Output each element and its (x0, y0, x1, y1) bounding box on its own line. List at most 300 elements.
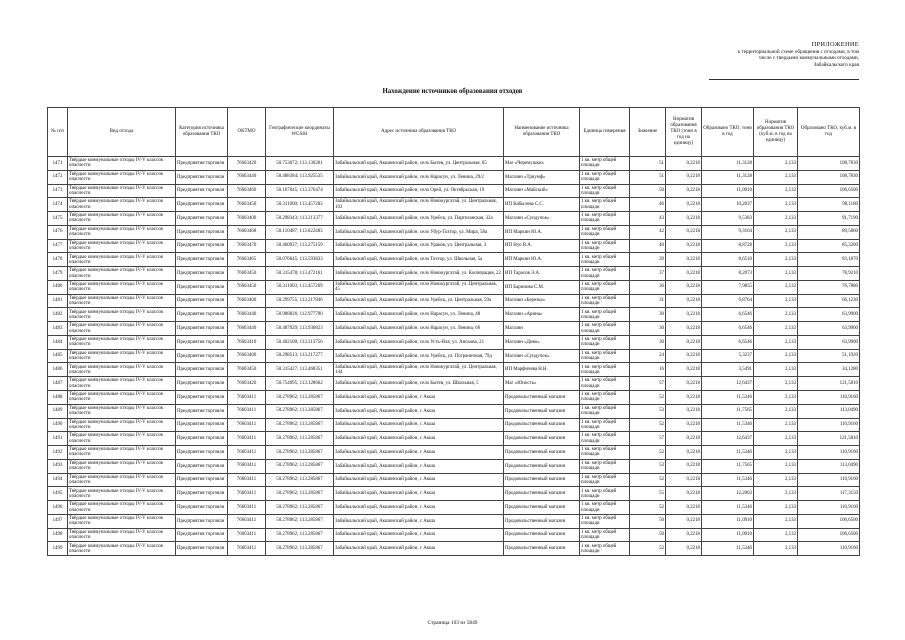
cell-waste-type: Твёрдые коммунальные отходы IV-V классов опасности (68, 528, 176, 542)
cell-generated-cubic: 63,9900 (798, 308, 860, 322)
cell-norm-cubic: 2,133 (754, 418, 798, 432)
cell-norm-tons: 0,2218 (666, 514, 702, 528)
cell-generated-cubic: 110,9160 (798, 418, 860, 432)
cell-generated-tons: 11,5346 (702, 418, 754, 432)
cell-unit: 1 кв. метр общей площади (580, 322, 630, 336)
cell-source-name: Продовольственный магазин (504, 501, 580, 515)
cell-row-number: 1474 (48, 198, 68, 212)
column-header-source-category: Категория источника образования ТКО (176, 108, 228, 157)
table-row (48, 267, 860, 281)
waste-sources-table (47, 107, 860, 556)
cell-generated-cubic: 91,7190 (798, 212, 860, 226)
cell-source-name: Продовольственный магазин (504, 514, 580, 528)
table-row (48, 487, 860, 501)
cell-generated-cubic: 121,5810 (798, 432, 860, 446)
cell-source-name: Магазин «Сундучок» (504, 212, 580, 226)
cell-source-category: Предприятия торговли (176, 459, 228, 473)
table-row (48, 501, 860, 515)
cell-oktmo: 76603411 (228, 487, 266, 501)
cell-address: Забайкальский край, Акшинский район, село Нарасун, ул. Ленина, 29/2 (334, 170, 504, 184)
cell-norm-tons: 0,2218 (666, 308, 702, 322)
cell-norm-tons: 0,2218 (666, 198, 702, 212)
cell-norm-tons: 0,2218 (666, 446, 702, 460)
cell-coordinates: 50.311003; 113.457269 (266, 280, 334, 294)
cell-source-name: Магазин (504, 322, 580, 336)
cell-address: Забайкальский край, Акшинский район, с Акша (334, 542, 504, 556)
cell-unit: 1 кв. метр общей площади (580, 157, 630, 171)
cell-coordinates: 50.402100; 113.313756 (266, 335, 334, 349)
cell-waste-type: Твёрдые коммунальные отходы IV-V классов опасности (68, 432, 176, 446)
cell-generated-tons: 11,5346 (702, 391, 754, 405)
cell-value: 46 (630, 198, 666, 212)
cell-unit: 1 кв. метр общей площади (580, 308, 630, 322)
cell-generated-cubic: 63,9900 (798, 322, 860, 336)
cell-generated-tons: 11,0910 (702, 528, 754, 542)
table-row (48, 542, 860, 556)
cell-source-category: Предприятия торговли (176, 170, 228, 184)
cell-address: Забайкальский край, Акшинский район, с Акша (334, 501, 504, 515)
cell-waste-type: Твёрдые коммунальные отходы IV-V классов опасности (68, 225, 176, 239)
cell-unit: 1 кв. метр общей площади (580, 473, 630, 487)
cell-coordinates: 50.110487; 113.622483 (266, 225, 334, 239)
document-title: Нахождение источников образования отходов (382, 88, 523, 95)
table-body (48, 157, 860, 556)
cell-unit: 1 кв. метр общей площади (580, 253, 630, 267)
cell-norm-tons: 0,2218 (666, 391, 702, 405)
cell-source-category: Предприятия торговли (176, 212, 228, 226)
cell-norm-cubic: 2,133 (754, 391, 798, 405)
cell-norm-tons: 0,2218 (666, 418, 702, 432)
cell-source-category: Предприятия торговли (176, 542, 228, 556)
cell-row-number: 1473 (48, 184, 68, 198)
column-header-value: Значение (630, 108, 666, 157)
cell-oktmo: 76603440 (228, 170, 266, 184)
cell-source-name: ИП Марфичева Н.Н. (504, 363, 580, 377)
cell-address: Забайкальский край, Акшинский район, село Новокургатай, ул. Центральная, 45 (334, 280, 504, 294)
cell-row-number: 1480 (48, 280, 68, 294)
cell-value: 40 (630, 239, 666, 253)
cell-generated-cubic: 110,9160 (798, 446, 860, 460)
cell-waste-type: Твёрдые коммунальные отходы IV-V классов опасности (68, 198, 176, 212)
cell-coordinates: 50.278962; 113.285867 (266, 514, 334, 528)
cell-source-category: Предприятия торговли (176, 432, 228, 446)
cell-generated-cubic: 63,9900 (798, 335, 860, 349)
cell-waste-type: Твёрдые коммунальные отходы IV-V классов опасности (68, 335, 176, 349)
cell-norm-cubic: 2,133 (754, 446, 798, 460)
cell-norm-tons: 0,2218 (666, 294, 702, 308)
cell-source-category: Предприятия торговли (176, 267, 228, 281)
cell-address: Забайкальский край, Акшинский район, село Бытев, ул. Школьная, 5 (334, 377, 504, 391)
cell-norm-cubic: 2,133 (754, 157, 798, 171)
cell-value: 39 (630, 253, 666, 267)
cell-norm-cubic: 2,133 (754, 349, 798, 363)
cell-source-category: Предприятия торговли (176, 253, 228, 267)
cell-waste-type: Твёрдые коммунальные отходы IV-V классов опасности (68, 170, 176, 184)
cell-unit: 1 кв. метр общей площади (580, 542, 630, 556)
cell-generated-tons: 9,3164 (702, 225, 754, 239)
cell-waste-type: Твёрдые коммунальные отходы IV-V классов опасности (68, 391, 176, 405)
cell-norm-cubic: 2,133 (754, 198, 798, 212)
cell-source-category: Предприятия торговли (176, 363, 228, 377)
cell-oktmo: 76603450 (228, 198, 266, 212)
appendix-line-3: Забайкальского края (813, 61, 859, 68)
cell-oktmo: 76603420 (228, 157, 266, 171)
cell-source-category: Предприятия торговли (176, 418, 228, 432)
cell-row-number: 1488 (48, 391, 68, 405)
cell-source-category: Предприятия торговли (176, 514, 228, 528)
cell-address: Забайкальский край, Акшинский район, с Акша (334, 432, 504, 446)
cell-source-category: Предприятия торговли (176, 308, 228, 322)
column-header-source-name: Наименование источника образования ТКО (504, 108, 580, 157)
cell-source-name: Продовольственный магазин (504, 432, 580, 446)
cell-norm-cubic: 2,133 (754, 404, 798, 418)
appendix-divider (709, 79, 859, 80)
cell-address: Забайкальский край, Акшинский район, с Акша (334, 459, 504, 473)
cell-value: 52 (630, 473, 666, 487)
cell-norm-cubic: 2,133 (754, 335, 798, 349)
cell-address: Забайкальский край, Акшинский район, с Акша (334, 446, 504, 460)
cell-source-name: ИП Маркин Ю.А. (504, 253, 580, 267)
cell-generated-tons: 8,8728 (702, 239, 754, 253)
cell-generated-tons: 6,6546 (702, 322, 754, 336)
cell-generated-tons: 6,6546 (702, 308, 754, 322)
cell-norm-cubic: 2,133 (754, 528, 798, 542)
cell-row-number: 1485 (48, 349, 68, 363)
cell-waste-type: Твёрдые коммунальные отходы IV-V классов опасности (68, 459, 176, 473)
cell-generated-tons: 10,2037 (702, 198, 754, 212)
cell-norm-tons: 0,2218 (666, 377, 702, 391)
table-row (48, 280, 860, 294)
cell-source-name: Продовольственный магазин (504, 473, 580, 487)
cell-oktmo: 76603400 (228, 212, 266, 226)
cell-norm-tons: 0,2218 (666, 335, 702, 349)
cell-value: 16 (630, 363, 666, 377)
cell-unit: 1 кв. метр общей площади (580, 446, 630, 460)
cell-source-name: ИП Нуо В.А. (504, 239, 580, 253)
cell-address: Забайкальский край, Акшинский район, село Урейск, ул. Пограничная, 79д (334, 349, 504, 363)
cell-norm-tons: 0,2218 (666, 487, 702, 501)
cell-norm-tons: 0,2218 (666, 239, 702, 253)
cell-oktmo: 76603420 (228, 377, 266, 391)
cell-unit: 1 кв. метр общей площади (580, 170, 630, 184)
cell-oktmo: 76603411 (228, 432, 266, 446)
cell-unit: 1 кв. метр общей площади (580, 391, 630, 405)
cell-unit: 1 кв. метр общей площади (580, 198, 630, 212)
column-header-norm-tons: Норматив образования ТКО (тонн в год на единицу) (666, 108, 702, 157)
cell-oktmo: 76603411 (228, 528, 266, 542)
cell-generated-tons: 3,5491 (702, 363, 754, 377)
cell-unit: 1 кв. метр общей площади (580, 377, 630, 391)
cell-value: 36 (630, 280, 666, 294)
cell-row-number: 1493 (48, 459, 68, 473)
column-header-unit: Единица измерения (580, 108, 630, 157)
cell-norm-tons: 0,2218 (666, 473, 702, 487)
cell-row-number: 1479 (48, 267, 68, 281)
cell-norm-cubic: 2,133 (754, 377, 798, 391)
cell-waste-type: Твёрдые коммунальные отходы IV-V классов опасности (68, 514, 176, 528)
cell-coordinates: 50.278962; 113.285867 (266, 418, 334, 432)
table-row (48, 514, 860, 528)
cell-waste-type: Твёрдые коммунальные отходы IV-V классов опасности (68, 363, 176, 377)
cell-address: Забайкальский край, Акшинский район, село Новокургатай, ул. Центральная, 144 (334, 363, 504, 377)
cell-generated-tons: 11,3128 (702, 157, 754, 171)
table-row (48, 212, 860, 226)
cell-row-number: 1484 (48, 335, 68, 349)
column-header-generated-cubic: Образовано ТКО, куб.м. в год (798, 108, 860, 157)
cell-address: Забайкальский край, Акшинский район, село Урейск, ул. Партизанская, 32а (334, 212, 504, 226)
cell-address: Забайкальский край, Акшинский район, с Акша (334, 487, 504, 501)
cell-coordinates: 50.315478; 113.472161 (266, 267, 334, 281)
cell-generated-tons: 8,6510 (702, 253, 754, 267)
cell-oktmo: 76603400 (228, 349, 266, 363)
table-row (48, 528, 860, 542)
cell-oktmo: 76603468 (228, 225, 266, 239)
cell-generated-cubic: 108,7830 (798, 170, 860, 184)
cell-generated-tons: 8,2073 (702, 267, 754, 281)
cell-waste-type: Твёрдые коммунальные отходы IV-V классов опасности (68, 446, 176, 460)
cell-norm-tons: 0,2218 (666, 157, 702, 171)
cell-address: Забайкальский край, Акшинский район, село Урейск, ул. Центральная, 59а (334, 294, 504, 308)
cell-unit: 1 кв. метр общей площади (580, 335, 630, 349)
cell-generated-tons: 11,5346 (702, 501, 754, 515)
cell-value: 42 (630, 225, 666, 239)
cell-norm-cubic: 2,133 (754, 212, 798, 226)
cell-oktmo: 76603411 (228, 446, 266, 460)
cell-generated-cubic: 66,1230 (798, 294, 860, 308)
cell-source-name: Маг «Юность» (504, 377, 580, 391)
cell-norm-tons: 0,2218 (666, 322, 702, 336)
cell-address: Забайкальский край, Акшинский район, село Убур-Тохтор, ул. Мира, 58а (334, 225, 504, 239)
cell-waste-type: Твёрдые коммунальные отходы IV-V классов опасности (68, 157, 176, 171)
cell-value: 53 (630, 404, 666, 418)
cell-norm-cubic: 2,133 (754, 363, 798, 377)
table-row (48, 473, 860, 487)
cell-generated-tons: 11,5346 (702, 446, 754, 460)
cell-oktmo: 76603465 (228, 253, 266, 267)
cell-source-name: Продовольственный магазин (504, 391, 580, 405)
cell-norm-cubic: 2,133 (754, 280, 798, 294)
cell-norm-tons: 0,2218 (666, 542, 702, 556)
cell-waste-type: Твёрдые коммунальные отходы IV-V классов опасности (68, 267, 176, 281)
cell-norm-cubic: 2,133 (754, 514, 798, 528)
cell-value: 50 (630, 528, 666, 542)
table-row (48, 184, 860, 198)
cell-address: Забайкальский край, Акшинский район, село Новокургатай, ул. Кооперация, 22 (334, 267, 504, 281)
cell-source-category: Предприятия торговли (176, 335, 228, 349)
cell-value: 57 (630, 432, 666, 446)
cell-generated-tons: 11,0910 (702, 184, 754, 198)
cell-oktmo: 76603400 (228, 294, 266, 308)
cell-unit: 1 кв. метр общей площади (580, 239, 630, 253)
cell-source-name: Продовольственный магазин (504, 542, 580, 556)
cell-source-name: Магазин «Сундучок» (504, 349, 580, 363)
cell-source-category: Предприятия торговли (176, 157, 228, 171)
cell-coordinates: 50.487929; 113.930823 (266, 322, 334, 336)
cell-norm-tons: 0,2218 (666, 349, 702, 363)
cell-value: 52 (630, 418, 666, 432)
cell-waste-type: Твёрдые коммунальные отходы IV-V классов опасности (68, 542, 176, 556)
cell-coordinates: 50.278962; 113.285867 (266, 446, 334, 460)
cell-coordinates: 50.278962; 113.285867 (266, 542, 334, 556)
cell-waste-type: Твёрдые коммунальные отходы IV-V классов опасности (68, 322, 176, 336)
cell-source-name: Магазин «Майский» (504, 184, 580, 198)
cell-unit: 1 кв. метр общей площади (580, 418, 630, 432)
cell-oktmo: 76603411 (228, 404, 266, 418)
cell-norm-cubic: 2,133 (754, 184, 798, 198)
table-row (48, 446, 860, 460)
cell-value: 50 (630, 514, 666, 528)
cell-source-name: Магазин «Триумф» (504, 170, 580, 184)
cell-source-category: Предприятия торговли (176, 487, 228, 501)
column-header-coordinates: Географические координаты WGS84 (266, 108, 334, 157)
column-header-number: № п/п (48, 108, 68, 157)
cell-waste-type: Твёрдые коммунальные отходы IV-V классов опасности (68, 294, 176, 308)
cell-unit: 1 кв. метр общей площади (580, 267, 630, 281)
cell-row-number: 1497 (48, 514, 68, 528)
cell-address: Забайкальский край, Акшинский район, село Нарасун, ул. Ленина, 66 (334, 322, 504, 336)
cell-value: 50 (630, 184, 666, 198)
cell-coordinates: 50.278962; 113.285867 (266, 501, 334, 515)
cell-norm-cubic: 2,133 (754, 267, 798, 281)
cell-unit: 1 кв. метр общей площади (580, 184, 630, 198)
column-header-address: Адрес источника образования ТКО (334, 108, 504, 157)
cell-norm-cubic: 2,133 (754, 294, 798, 308)
cell-generated-tons: 12,6437 (702, 377, 754, 391)
cell-generated-tons: 6,8764 (702, 294, 754, 308)
cell-generated-cubic: 83,1870 (798, 253, 860, 267)
cell-value: 52 (630, 446, 666, 460)
cell-norm-cubic: 2,133 (754, 239, 798, 253)
cell-waste-type: Твёрдые коммунальные отходы IV-V классов опасности (68, 212, 176, 226)
table-header-row (48, 108, 860, 157)
cell-row-number: 1490 (48, 418, 68, 432)
cell-row-number: 1476 (48, 225, 68, 239)
cell-value: 57 (630, 377, 666, 391)
cell-unit: 1 кв. метр общей площади (580, 459, 630, 473)
cell-norm-tons: 0,2218 (666, 363, 702, 377)
cell-waste-type: Твёрдые коммунальные отходы IV-V классов опасности (68, 473, 176, 487)
cell-coordinates: 50.167045; 113.376474 (266, 184, 334, 198)
cell-oktmo: 76603411 (228, 418, 266, 432)
cell-unit: 1 кв. метр общей площади (580, 280, 630, 294)
cell-oktmo: 76603411 (228, 501, 266, 515)
cell-norm-cubic: 2,133 (754, 308, 798, 322)
cell-source-category: Предприятия торговли (176, 280, 228, 294)
cell-generated-tons: 11,5346 (702, 473, 754, 487)
table-row (48, 432, 860, 446)
cell-source-category: Предприятия торговли (176, 322, 228, 336)
cell-source-name: Продовольственный магазин (504, 487, 580, 501)
cell-source-name: Маг «Черемушки» (504, 157, 580, 171)
cell-generated-cubic: 110,9160 (798, 501, 860, 515)
table-row (48, 170, 860, 184)
table-row (48, 157, 860, 171)
cell-source-category: Предприятия торговли (176, 446, 228, 460)
cell-row-number: 1471 (48, 157, 68, 171)
cell-unit: 1 кв. метр общей площади (580, 294, 630, 308)
cell-generated-cubic: 110,9160 (798, 473, 860, 487)
cell-row-number: 1494 (48, 473, 68, 487)
cell-source-name: ИП Кабылова С.С. (504, 198, 580, 212)
table-row (48, 418, 860, 432)
cell-value: 37 (630, 267, 666, 281)
table-row (48, 404, 860, 418)
cell-norm-cubic: 2,133 (754, 170, 798, 184)
cell-source-category: Предприятия торговли (176, 294, 228, 308)
cell-oktmo: 76603470 (228, 239, 266, 253)
cell-source-name: ИП Маркин Ю.А. (504, 225, 580, 239)
cell-norm-cubic: 2,133 (754, 322, 798, 336)
cell-source-name: Продовольственный магазин (504, 446, 580, 460)
cell-generated-tons: 6,6546 (702, 335, 754, 349)
column-header-oktmo: ОКТМО (228, 108, 266, 157)
table-row (48, 294, 860, 308)
cell-row-number: 1477 (48, 239, 68, 253)
cell-row-number: 1492 (48, 446, 68, 460)
cell-oktmo: 76603411 (228, 391, 266, 405)
cell-source-name: Продовольственный магазин (504, 459, 580, 473)
cell-generated-cubic: 76,7880 (798, 280, 860, 294)
cell-coordinates: 50.278962; 113.285867 (266, 391, 334, 405)
cell-generated-tons: 5,3237 (702, 349, 754, 363)
cell-unit: 1 кв. метр общей площади (580, 363, 630, 377)
cell-oktmo: 76603460 (228, 184, 266, 198)
cell-coordinates: 50.988826; 112.977790 (266, 308, 334, 322)
appendix-block (639, 42, 859, 68)
appendix-heading: ПРИЛОЖЕНИЕ (811, 41, 859, 48)
cell-row-number: 1482 (48, 308, 68, 322)
cell-norm-tons: 0,2218 (666, 253, 702, 267)
cell-unit: 1 кв. метр общей площади (580, 432, 630, 446)
cell-coordinates: 50.278962; 113.285867 (266, 432, 334, 446)
cell-coordinates: 50.460937; 113.275159 (266, 239, 334, 253)
cell-source-name: ИП Баринова С.М. (504, 280, 580, 294)
cell-generated-cubic: 85,3200 (798, 239, 860, 253)
cell-norm-cubic: 2,133 (754, 487, 798, 501)
cell-row-number: 1489 (48, 404, 68, 418)
cell-generated-cubic: 51,1920 (798, 349, 860, 363)
cell-address: Забайкальский край, Акшинский район, с Акша (334, 391, 504, 405)
cell-source-category: Предприятия торговли (176, 239, 228, 253)
cell-address: Забайкальский край, Акшинский район, село Бытев, ул. Центральная, 65 (334, 157, 504, 171)
cell-oktmo: 76603440 (228, 322, 266, 336)
cell-generated-tons: 11,0910 (702, 514, 754, 528)
table-row (48, 308, 860, 322)
cell-row-number: 1498 (48, 528, 68, 542)
cell-generated-tons: 11,7565 (702, 404, 754, 418)
cell-generated-cubic: 121,5810 (798, 377, 860, 391)
cell-address: Забайкальский край, Акшинский район, с Акша (334, 528, 504, 542)
column-header-generated-tons: Образовано ТКО, тонн в год (702, 108, 754, 157)
cell-generated-cubic: 89,5860 (798, 225, 860, 239)
cell-norm-cubic: 2,133 (754, 501, 798, 515)
cell-waste-type: Твёрдые коммунальные отходы IV-V классов опасности (68, 253, 176, 267)
cell-oktmo: 76603410 (228, 335, 266, 349)
cell-coordinates: 50.076645; 113.593833 (266, 253, 334, 267)
cell-generated-tons: 11,5346 (702, 542, 754, 556)
cell-norm-tons: 0,2218 (666, 280, 702, 294)
cell-waste-type: Твёрдые коммунальные отходы IV-V классов опасности (68, 418, 176, 432)
cell-unit: 1 кв. метр общей площади (580, 225, 630, 239)
cell-norm-tons: 0,2218 (666, 459, 702, 473)
cell-row-number: 1487 (48, 377, 68, 391)
cell-coordinates: 50.278962; 113.285867 (266, 487, 334, 501)
cell-oktmo: 76603440 (228, 308, 266, 322)
cell-source-name: Магазин «Березка» (504, 294, 580, 308)
cell-norm-cubic: 2,133 (754, 432, 798, 446)
cell-value: 30 (630, 335, 666, 349)
appendix-line-1: к территориальной схеме обращения с отходами, в том (737, 48, 859, 55)
